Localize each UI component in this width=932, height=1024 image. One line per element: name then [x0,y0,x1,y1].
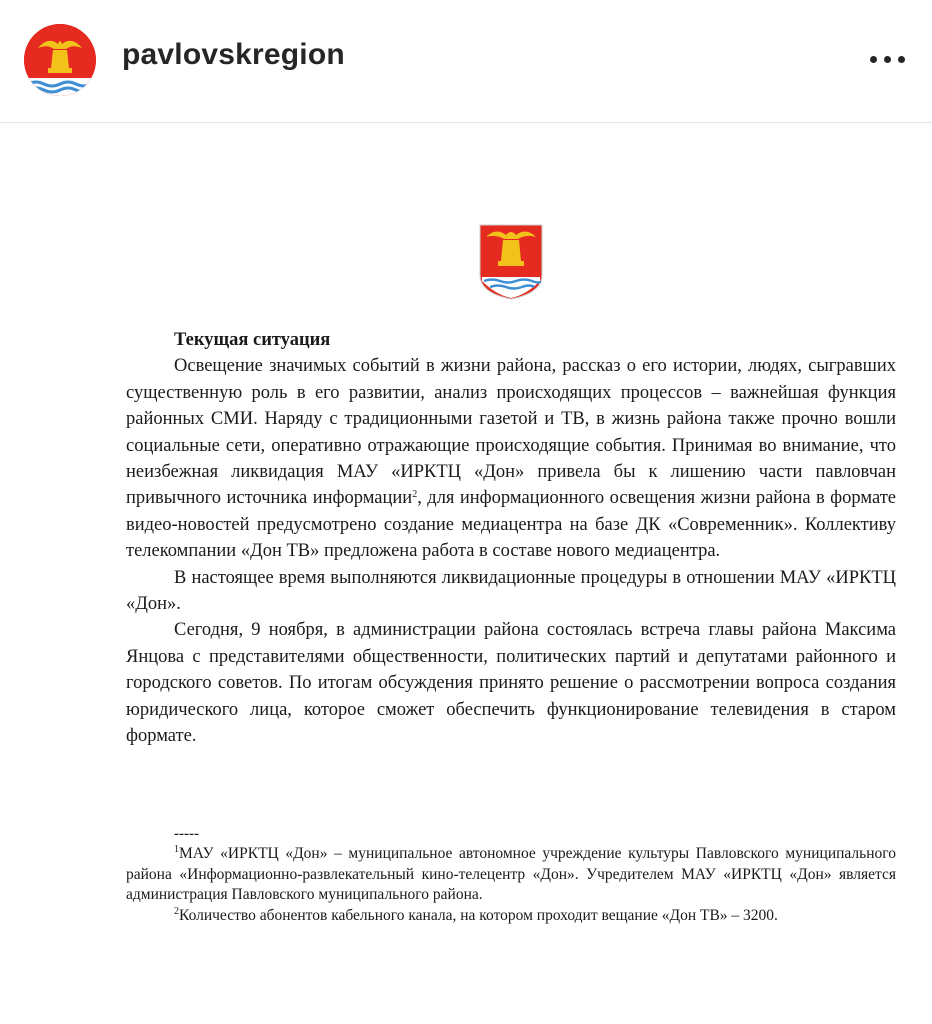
paragraph-2: В настоящее время выполняются ликвидационные процедуры в отношении МАУ «ИРКТЦ «Дон». [126,567,896,615]
paragraph-3: Сегодня, 9 ноября, в администрации района состоялась встреча главы района Максима Янцова с представителями общественности, политических партий и депутатами районного и городского советов. По итогам обсуждения принято решение о рассмотрении вопроса создания юридического лица, которое сможет обеспечить функционирование телевидения в старом формате. [126,620,896,747]
footnote-separator: ----- [174,826,199,842]
document-emblem [478,223,544,301]
post-header [0,0,932,123]
footnotes [126,844,896,926]
footnote-2: $^2$Количество абонентов кабельного канала, на котором проходит вещание «Дон ТВ» – 3200. [174,905,778,924]
paragraph-1: Освещение значимых событий в жизни района, рассказ о его истории, людях, сыгравших существенную роль в его развитии, анализ происходящих процессов – важнейшая функция районных СМИ. Наряду с традиционными газетой и ТВ, в жизнь района также прочно вошли социальные сети, оперативно отражающие происходящие события. Принимая во внимание, что неизбежная ликвидация МАУ «ИРКТЦ «Дон» привела бы к лишению части павловчан привычного источника информации$^2$, для информационного освещения жизни района в формате видео-новостей предусмотрено создание медиацентра на базе ДК «Современник». Коллективу телекомпании «Дон ТВ» предложена работа в составе нового медиацентра. [126,356,896,562]
footnote-ref-2: 2 [412,489,418,501]
document-body [126,327,896,750]
coat-of-arms-icon [24,24,96,96]
document-heading: Текущая ситуация [174,330,331,350]
coat-of-arms-icon [478,223,544,301]
footnote-1: $^1$МАУ «ИРКТЦ «Дон» – муниципальное автономное учреждение культуры Павловского муниципального района «Информационно-развлекательный кино-телецентр «Дон». Учредителем МАУ «ИРКТЦ «Дон» является администрация Павловского муниципального района. [126,844,896,903]
username[interactable]: pavlovskregion [122,38,345,71]
more-options-button[interactable] [868,46,908,74]
avatar[interactable] [24,24,96,96]
more-horizontal-icon [870,56,877,63]
